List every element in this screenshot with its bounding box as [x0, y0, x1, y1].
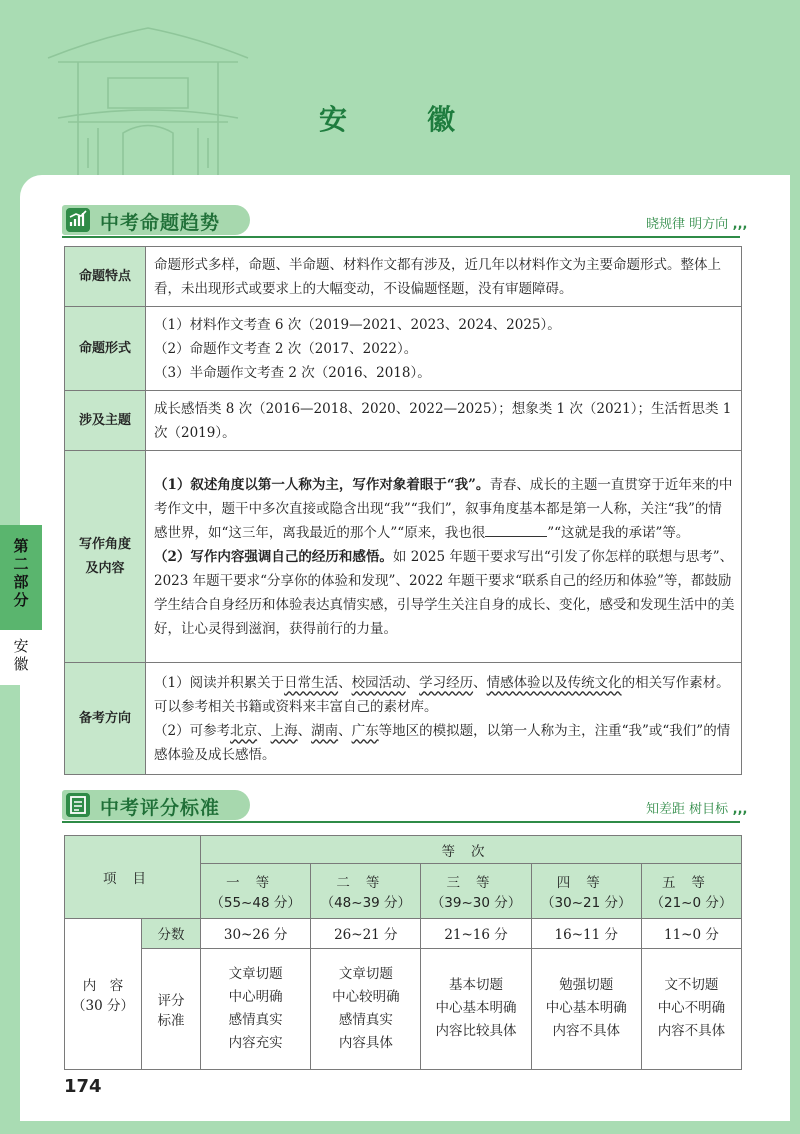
table-row [65, 836, 742, 864]
table-row [65, 948, 742, 1069]
angle-text-1b: ”“这就是我的承诺”等。 [547, 524, 690, 541]
prep-text-1b: 的相关写作素材。可以参考相关书籍或资料来丰富自己的素材库。 [154, 674, 730, 715]
grade-name: 四等 [556, 874, 616, 891]
criteria-line: 内容比较具体 [435, 1023, 517, 1040]
content-cell [65, 918, 142, 1069]
criteria-cell [641, 948, 741, 1069]
grade-cell [201, 864, 311, 918]
row-key-line: 及内容 [85, 560, 125, 576]
score-cell: 11~0 分 [641, 918, 741, 948]
prep-sep-6: 、 [338, 722, 352, 739]
prep-region-3: 湖南 [311, 722, 339, 739]
grade-cell [641, 864, 741, 918]
criteria-cell [421, 948, 531, 1069]
row-value [146, 247, 742, 307]
criteria-line: 文章切题 [338, 965, 393, 982]
criteria-line: 文不切题 [664, 977, 719, 994]
criteria-line: 中心不明确 [657, 1000, 726, 1017]
item-header: 项目 [65, 836, 201, 919]
score-cell: 21~16 分 [421, 918, 531, 948]
score-cell: 16~11 分 [531, 918, 641, 948]
criteria-line: 文章切题 [228, 965, 283, 982]
criteria-line: 内容具体 [338, 1034, 393, 1051]
prep-text-1a: （1）阅读并积累关于 [154, 674, 285, 691]
content-label: 内 容 [82, 977, 124, 994]
page-number: 174 [64, 1076, 102, 1097]
prep-sep-1: 、 [338, 674, 352, 691]
row-key [65, 451, 146, 663]
prep-sep-4: 、 [257, 722, 271, 739]
criteria-line: 中心基本明确 [435, 1000, 517, 1017]
checklist-icon [66, 793, 90, 817]
prep-topic-3: 学习经历 [419, 674, 474, 691]
criteria-cell [201, 948, 311, 1069]
row-line: （3）半命题作文考查 2 次（2016、2018）。 [154, 364, 431, 381]
score-cell: 30~26 分 [201, 918, 311, 948]
prep-topic-1: 日常生活 [284, 674, 339, 691]
row-line: （2）命题作文考查 2 次（2017、2022）。 [154, 340, 418, 357]
grade-cell [421, 864, 531, 918]
angle-text-1a: 青春、成长的主题一直贯穿于近年来的中考作文中，题干中多次直接或隐含出现“我”“我们”，叙事角度基本都是第一人称，关注“我”的情感世界，如“这三年，离我最近的那个人”“原来，我也很 [154, 476, 733, 541]
criteria-line: 感情真实 [228, 1011, 283, 1028]
section-score-title: 中考评分标准 [100, 797, 221, 819]
prep-region-1: 北京 [230, 722, 258, 739]
prep-region-2: 上海 [270, 722, 298, 739]
grade-range: （48~39 分） [320, 894, 412, 911]
row-key: 命题特点 [65, 247, 146, 307]
row-key: 备考方向 [65, 663, 146, 775]
grade-name: 一等 [226, 874, 286, 891]
table-row [65, 451, 742, 663]
content-points: （30 分） [72, 997, 134, 1014]
criteria-cell [311, 948, 421, 1069]
table-row [65, 391, 742, 451]
row-value [146, 663, 742, 775]
score-table [64, 835, 742, 1070]
section-trend-title: 中考命题趋势 [100, 212, 221, 234]
table-row [65, 247, 742, 307]
criteria-line: 内容不具体 [657, 1023, 726, 1040]
row-key: 命题形式 [65, 307, 146, 391]
prep-sep-3: 、 [473, 674, 487, 691]
section-trend-slogan: 晓规律 明方向 ,,, [646, 213, 747, 232]
angle-text-2: 如 2025 年题干要求写出“引发了你怎样的联想与思考”、2023 年题干要求“分享你的体验和发现”、2022 年题干要求“联系自己的经历和体验”等，都鼓励学生结合自身经历和体验表达真情实感，引导学生关注自身的成长、变化，感受和发现生活中的美好，让心灵得到滋润，获得前行的力量。 [154, 548, 735, 637]
row-value [146, 391, 742, 451]
grade-cell [311, 864, 421, 918]
score-cell: 26~21 分 [311, 918, 421, 948]
criteria-line: 内容充实 [228, 1034, 283, 1051]
angle-point-1: （1）叙述角度以第一人称为主，写作对象着眼于“我”。 [154, 476, 490, 493]
region-title: 安 徽 [318, 103, 481, 136]
side-tab-part: 第二部分 [13, 537, 29, 609]
criteria-line: 感情真实 [338, 1011, 393, 1028]
criteria-line: 基本切题 [449, 977, 504, 994]
prep-text-2b: 等地区的模拟题，以第一人称为主，注重“我”或“我们”的情感体验及成长感悟。 [154, 722, 731, 763]
criteria-line: 中心较明确 [332, 988, 400, 1005]
grade-name: 五等 [661, 874, 721, 891]
side-tab-region: 安徽 [13, 637, 29, 673]
section-score-rule [62, 821, 740, 823]
score-label: 分数 [142, 918, 201, 948]
criteria-label-cell [142, 948, 201, 1069]
criteria-cell [531, 948, 641, 1069]
grade-name: 二等 [336, 874, 396, 891]
grade-cell [531, 864, 641, 918]
trend-table [64, 246, 742, 775]
criteria-line: 勉强切题 [559, 977, 614, 994]
row-value [146, 307, 742, 391]
fill-blank [485, 522, 547, 537]
prep-region-4: 广东 [351, 722, 379, 739]
criteria-line: 中心明确 [228, 988, 283, 1005]
side-tab [0, 525, 42, 685]
grade-range: （39~30 分） [430, 894, 522, 911]
prep-sep-2: 、 [405, 674, 420, 691]
grade-header: 等次 [201, 836, 742, 864]
row-value [146, 451, 742, 663]
prep-topic-2: 校园活动 [351, 674, 406, 691]
grade-range: （21~0 分） [650, 894, 733, 911]
criteria-line: 中心基本明确 [545, 1000, 627, 1017]
trend-chart-icon [66, 208, 90, 232]
row-line: （1）材料作文考查 6 次（2019—2021、2023、2024、2025）。 [154, 316, 561, 333]
row-key-line: 写作角度 [78, 536, 131, 552]
table-row [65, 918, 742, 948]
angle-point-2: （2）写作内容强调自己的经历和感悟。 [154, 548, 393, 565]
prep-sep-5: 、 [297, 722, 312, 739]
row-line: 成长感悟类 8 次（2016—2018、2020、2022—2025）；想象类 1 次（2021）；生活哲思类 1 次（2019）。 [154, 400, 732, 441]
section-trend-rule [62, 236, 740, 238]
section-score-slogan: 知差距 树目标 ,,, [646, 798, 747, 817]
table-row [65, 663, 742, 775]
grade-range: （30~21 分） [541, 894, 632, 911]
table-row [65, 307, 742, 391]
prep-text-2a: （2）可参考 [154, 722, 231, 739]
criteria-label: 评分 [157, 992, 185, 1009]
grade-name: 三等 [446, 874, 506, 891]
criteria-label: 标准 [157, 1012, 185, 1029]
row-key: 涉及主题 [65, 391, 146, 451]
prep-topic-4: 情感体验以及传统文化 [486, 674, 622, 691]
row-line: 命题形式多样，命题、半命题、材料作文都有涉及，近几年以材料作文为主要命题形式。整体上看，未出现形式或要求上的大幅变动，不设偏题怪题，没有审题障碍。 [154, 256, 721, 297]
criteria-line: 内容不具体 [552, 1023, 621, 1040]
grade-range: （55~48 分） [210, 894, 301, 911]
